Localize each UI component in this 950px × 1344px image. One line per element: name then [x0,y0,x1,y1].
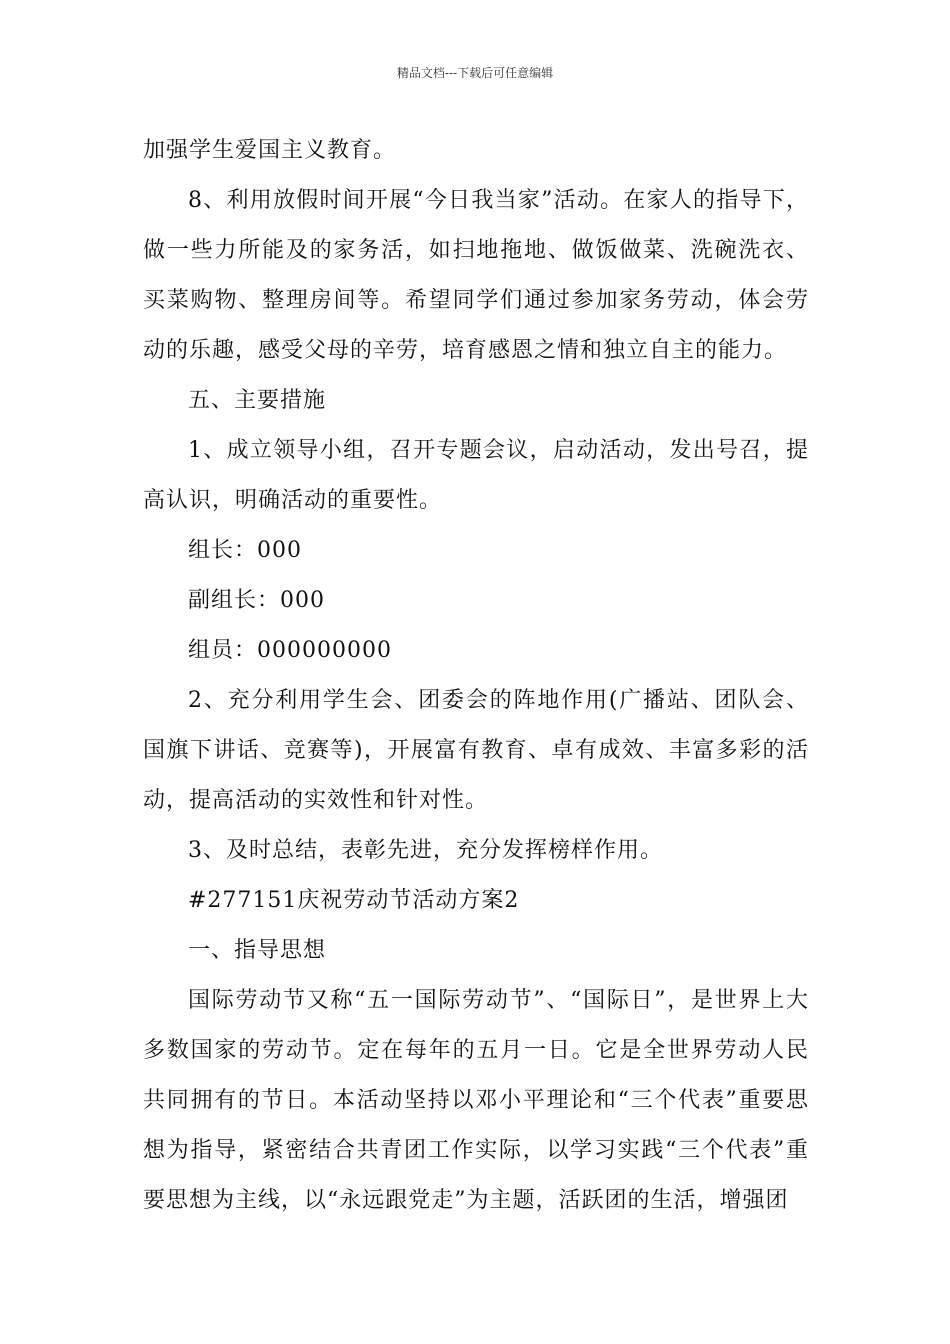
page-header: 精品文档---下载后可任意编辑 [396,66,554,80]
paragraph: 国际劳动节又称“五一国际劳动节”、“国际日”，是世界上大多数国家的劳动节。定在每年的五月一日。它是全世界劳动人民共同拥有的节日。本活动坚持以邓小平理论和“三个代表”重要思想为指导，紧密结合共青团工作实际，以学习实践“三个代表”重要思想为主线，以“永远跟党走”为主题，活跃团的生活，增强团 [143,988,809,1213]
list-item: 组长：000 [188,538,302,563]
list-item: 组员：000000000 [188,638,392,663]
paragraph: 8、利用放假时间开展“今日我当家”活动。在家人的指导下，做一些力所能及的家务活，如扫地拖地、做饭做菜、洗碗洗衣、买菜购物、整理房间等。希望同学们通过参加家务劳动，体会劳动的乐趣，感受父母的辛劳，培育感恩之情和独立自主的能力。 [143,188,809,363]
list-item: 副组长：000 [188,588,325,613]
paragraph: 2、充分利用学生会、团委会的阵地作用(广播站、团队会、国旗下讲话、竞赛等)，开展富有教育、卓有成效、丰富多彩的活动，提高活动的实效性和针对性。 [143,688,809,813]
document-body [143,126,809,1226]
paragraph: 1、成立领导小组，召开专题会议，启动活动，发出号召，提高认识，明确活动的重要性。 [143,438,809,513]
paragraph: 加强学生爱国主义教育。 [143,138,397,163]
section-heading: 五、主要措施 [188,388,327,413]
paragraph: 3、及时总结，表彰先进，充分发挥榜样作用。 [188,838,663,863]
section-heading: 一、指导思想 [188,938,327,963]
document-title: #277151庆祝劳动节活动方案2 [188,888,520,913]
